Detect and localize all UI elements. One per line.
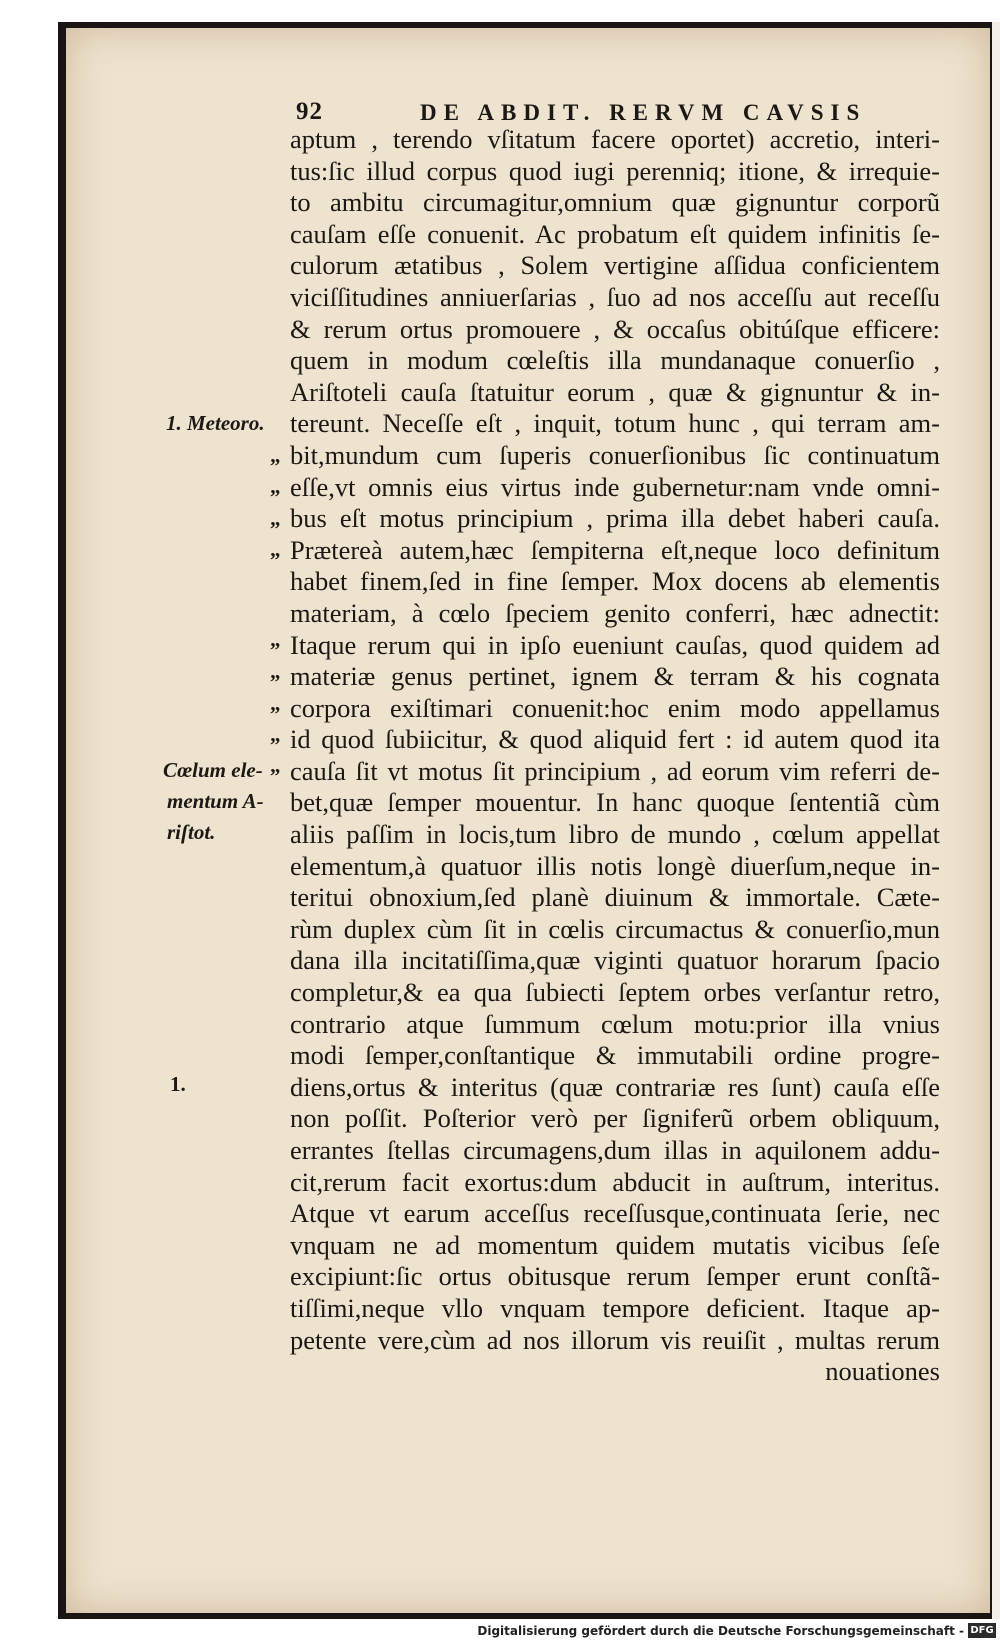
catchword: nouationes bbox=[825, 1356, 940, 1387]
text-line: cit,rerum facit exortus:dum abducit in auſtrum, interitus. bbox=[290, 1166, 940, 1197]
quote-mark: „ bbox=[270, 659, 281, 683]
funding-credit: Digitalisierung gefördert durch die Deutsche Forschungsgemeinschaft - bbox=[477, 1624, 964, 1638]
running-head: DE ABDIT. RERVM CAVSIS bbox=[420, 100, 867, 125]
text-line: Itaque rerum qui in ipſo eueniunt cauſas, quod quidem ad bbox=[290, 629, 940, 660]
text-line: materiam, à cœlo ſpeciem genito conferri, hæc adnectit: bbox=[290, 597, 940, 628]
text-line: id quod ſubiicitur, & quod aliquid fert : id autem quod ita bbox=[290, 724, 940, 755]
text-line: diens,ortus & interitus (quæ contrariæ res ſunt) cauſa eſſe bbox=[290, 1071, 940, 1102]
page-edge bbox=[992, 22, 1000, 1619]
text-line: modi ſemper,conſtantique & immutabili ordine progre- bbox=[290, 1040, 940, 1071]
text-line: teritui obnoxium,ſed planè diuinum & immortale. Cæte- bbox=[290, 882, 940, 913]
text-line: rùm duplex cùm ſit in cœlis circumactus & conuerſio,mun bbox=[290, 913, 940, 944]
text-line: elementum,à quatuor illis notis longè diuerſum,neque in- bbox=[290, 850, 940, 881]
marginal-note-meteoro: 1. Meteoro. bbox=[166, 411, 265, 435]
text-line: Ariſtoteli cauſa ſtatuitur eorum , quæ & gignuntur & in- bbox=[290, 376, 940, 407]
marginal-note-caelum-2: mentum A- bbox=[167, 789, 264, 813]
text-line: contrario atque ſummum cœlum motu:prior illa vnius bbox=[290, 1008, 940, 1039]
text-line: completur,& ea qua ſubiecti ſeptem orbes verſantur retro, bbox=[290, 977, 940, 1008]
text-line: non poſſit. Poſterior verò per ſigniferũ orbem obliquum, bbox=[290, 1103, 940, 1134]
text-line: Prætereà autem,hæc ſempiterna eſt,neque loco definitum bbox=[290, 534, 940, 565]
text-line: tereunt. Neceſſe eſt , inquit, totum hunc , qui terram am- bbox=[290, 408, 940, 439]
quote-mark: „ bbox=[270, 443, 281, 467]
text-line: viciſſitudines anniuerſarias , ſuo ad nos acceſſu aut receſſu bbox=[290, 281, 940, 312]
body-text bbox=[290, 124, 940, 1388]
text-line: quem in modum cœleſtis illa mundanaque conuerſio , bbox=[290, 345, 940, 376]
footer-strip bbox=[0, 1619, 1000, 1643]
text-line: Atque vt earum acceſſus receſſusque,continuata ſerie, nec bbox=[290, 1198, 940, 1229]
text-line: dana illa incitatiſſima,quæ viginti quatuor horarum ſpacio bbox=[290, 945, 940, 976]
text-line: & rerum ortus promouere , & occaſus obitúſque efficere: bbox=[290, 313, 940, 344]
text-line: aptum , terendo vſitatum facere oportet) accretio, interi- bbox=[290, 124, 940, 154]
folio-number: 92 bbox=[296, 98, 323, 125]
text-line: bus eſt motus principium , prima illa debet haberi cauſa. bbox=[290, 503, 940, 534]
text-line: materiæ genus pertinet, ignem & terram & his cognata bbox=[290, 661, 940, 692]
text-line: bet,quæ ſemper mouentur. In hanc quoque ſententiã cùm bbox=[290, 787, 940, 818]
text-line: habet finem,ſed in fine ſemper. Mox docens ab elementis bbox=[290, 566, 940, 597]
marginal-note-caelum-3: riſtot. bbox=[167, 820, 216, 844]
text-line: errantes ſtellas circumagens,dum illas in aquilonem addu- bbox=[290, 1135, 940, 1165]
quote-mark: „ bbox=[270, 627, 281, 651]
text-line: to ambitu circumagitur,omnium quæ gignuntur corporũ bbox=[290, 187, 940, 218]
text-line: aliis paſſim in locis,tum libro de mundo , cœlum appellat bbox=[290, 819, 940, 850]
text-line: culorum ætatibus , Solem vertigine aſſidua conficientem bbox=[290, 250, 940, 281]
quote-mark: „ bbox=[270, 474, 281, 498]
dfg-logo: DFG bbox=[968, 1623, 996, 1638]
quote-mark: „ bbox=[270, 691, 281, 715]
text-line: cauſam eſſe conuenit. Ac probatum eſt quidem infinitis ſe- bbox=[290, 218, 940, 249]
text-line: excipiunt:ſic ortus obitusque rerum ſemper erunt conſtã- bbox=[290, 1261, 940, 1292]
text-line: cauſa ſit vt motus ſit principium , ad eorum vim referri de- bbox=[290, 755, 940, 786]
text-line: corpora exiſtimari conuenit:hoc enim modo appellamus bbox=[290, 692, 940, 723]
marginal-note-caelum-1: Cœlum ele- bbox=[163, 758, 263, 782]
quote-mark: „ bbox=[270, 506, 281, 530]
text-line: bit,mundum cum ſuperis conuerſionibus ſic continuatum bbox=[290, 439, 940, 470]
marginal-numeral: 1. bbox=[170, 1072, 186, 1096]
text-line: vnquam ne ad momentum quidem mutatis vicibus ſeſe bbox=[290, 1229, 940, 1260]
quote-mark: „ bbox=[270, 537, 281, 561]
text-line: eſſe,vt omnis eius virtus inde gubernetur:nam vnde omni- bbox=[290, 471, 940, 502]
text-line: petente vere,cùm ad nos illorum vis reuiſit , multas rerum bbox=[290, 1324, 940, 1355]
text-line: tiſſimi,neque vllo vnquam tempore deficient. Itaque ap- bbox=[290, 1292, 940, 1323]
text-line: tus:ſic illud corpus quod iugi perenniq; itione, & irrequie- bbox=[290, 155, 940, 186]
quote-mark: „ bbox=[270, 722, 281, 746]
quote-mark: „ bbox=[270, 753, 281, 777]
